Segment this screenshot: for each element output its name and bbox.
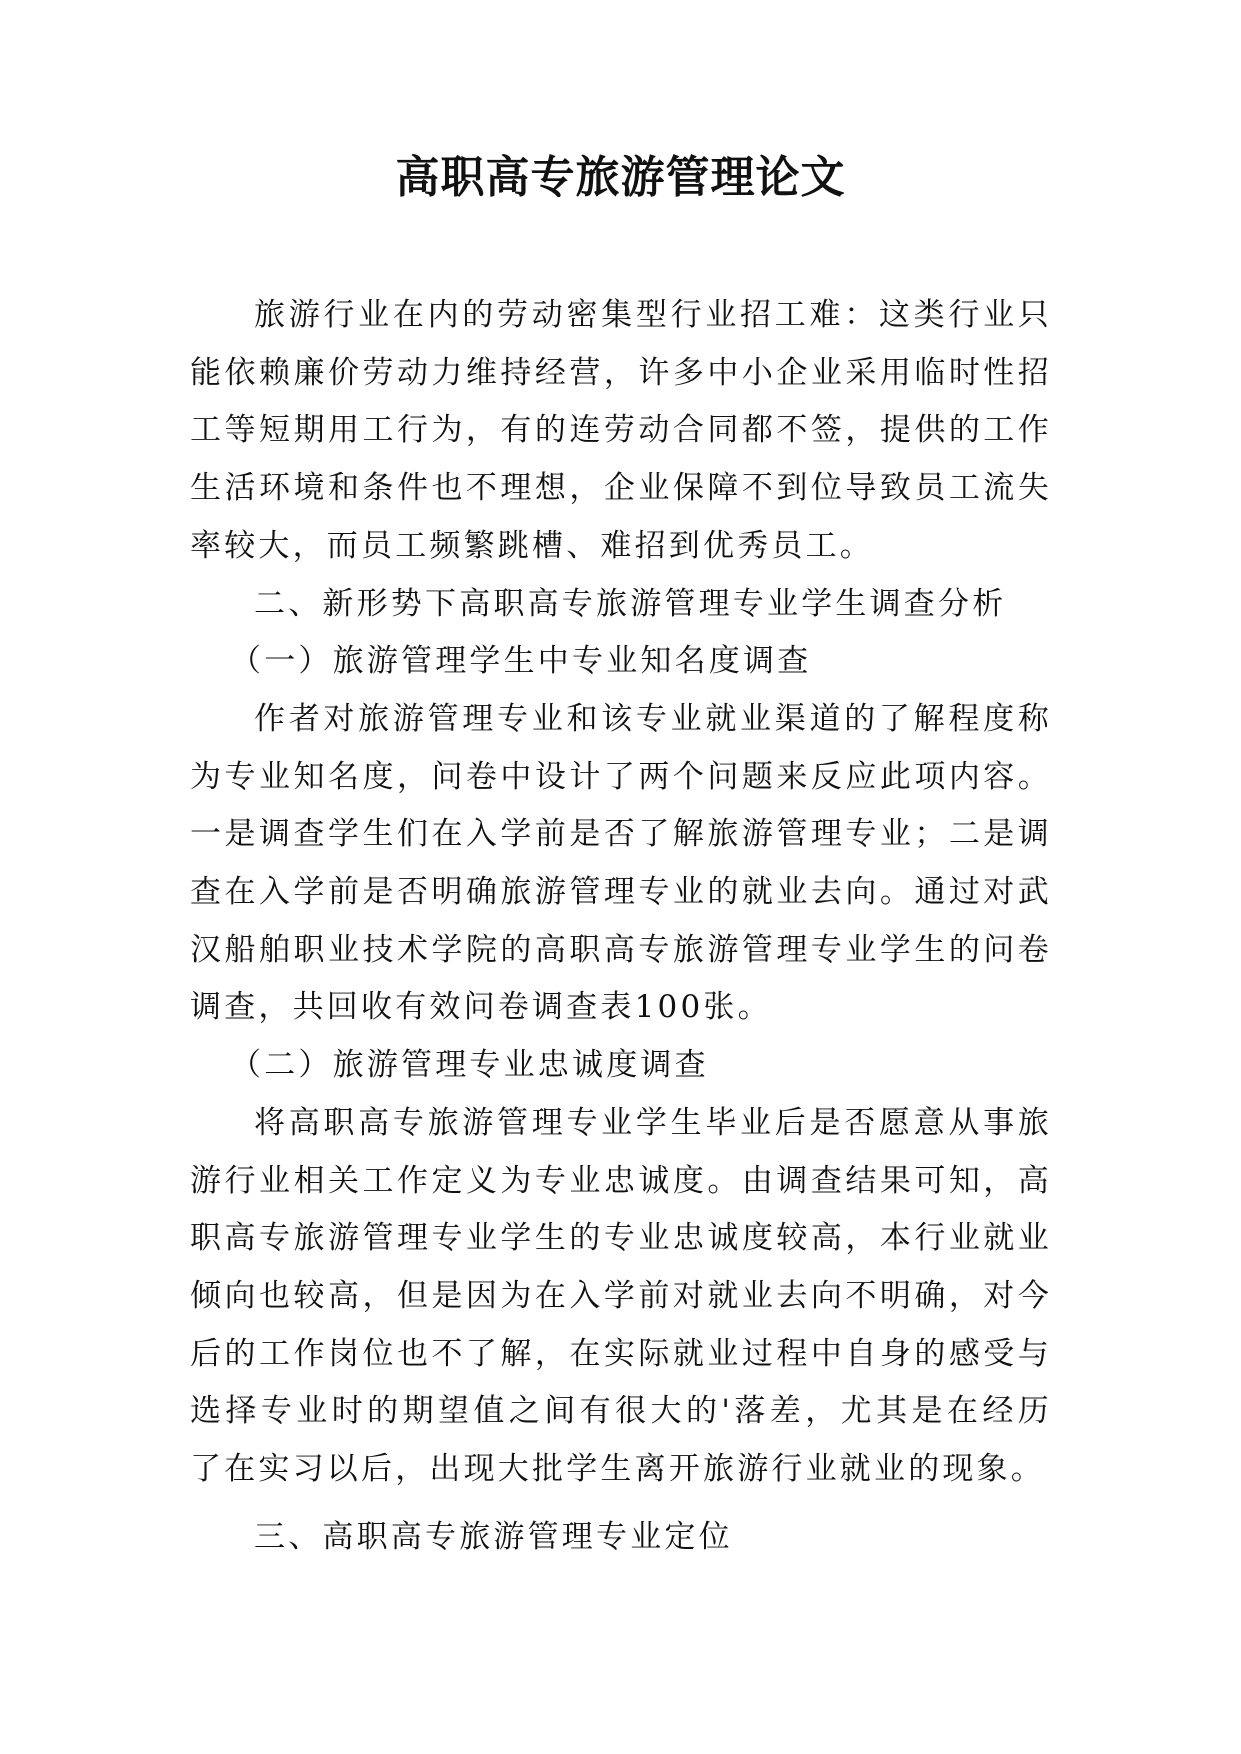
section-heading-survey-analysis: 二、新形势下高职高专旅游管理专业学生调查分析 bbox=[254, 585, 1007, 622]
subsection-heading-loyalty: （二）旅游管理专业忠诚度调查 bbox=[230, 1047, 709, 1084]
subsection-heading-awareness: （一）旅游管理学生中专业知名度调查 bbox=[230, 643, 812, 680]
paragraph-awareness-survey: 作者对旅游管理专业和该专业就业渠道的了解程度称为专业知名度，问卷中设计了两个问题来反应此项内容。一是调查学生们在入学前是否了解旅游管理专业；二是调查在入学前是否明确旅游管理专业的就业去向。通过对武汉船舶职业技术学院的高职高专旅游管理专业学生的问卷调查，共回收有效问卷调查表100张。 bbox=[190, 700, 1052, 1026]
paragraph-loyalty-survey: 将高职高专旅游管理专业学生毕业后是否愿意从事旅游行业相关工作定义为专业忠诚度。由调查结果可知，高职高专旅游管理专业学生的专业忠诚度较高，本行业就业倾向也较高，但是因为在入学前对就业去向不明确，对今后的工作岗位也不了解，在实际就业过程中自身的感受与选择专业时的期望值之间有很大的'落差，尤其是在经历了在实习以后，出现大批学生离开旅游行业就业的现象。 bbox=[190, 1104, 1052, 1488]
paragraph-recruitment-difficulty: 旅游行业在内的劳动密集型行业招工难：这类行业只能依赖廉价劳动力维持经营，许多中小企业采用临时性招工等短期用工行为，有的连劳动合同都不签，提供的工作生活环境和条件也不理想，企业保障不到位导致员工流失率较大，而员工频繁跳槽、难招到优秀员工。 bbox=[190, 297, 1052, 564]
document-title: 高职高专旅游管理论文 bbox=[395, 152, 846, 203]
section-heading-positioning: 三、高职高专旅游管理专业定位 bbox=[254, 1518, 733, 1555]
document-body bbox=[190, 287, 1052, 1566]
